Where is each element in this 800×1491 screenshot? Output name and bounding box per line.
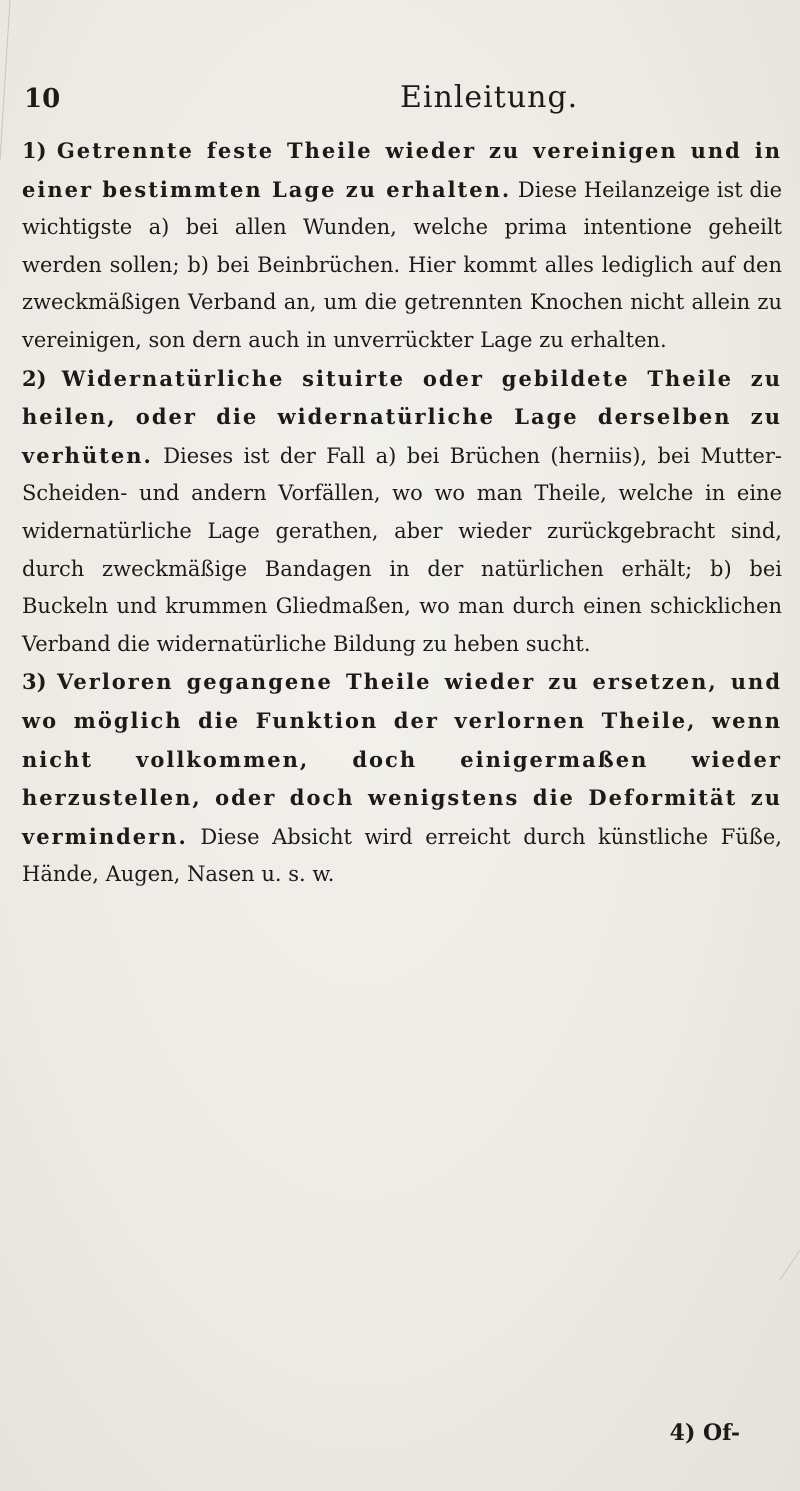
page-header (0, 80, 800, 120)
page-number: 10 (24, 84, 61, 114)
section-1-body: Diese Heilanzeige ist die wichtigste a) bei allen Wunden, welche prima intentione geheilt werden sollen; b) bei Beinbrüchen. Hier kommt alles lediglich auf den zweckmäßigen Verband an, um die getrennten Knochen nicht allein zu vereinigen, son dern auch in unverrückter Lage zu erhalten. (22, 177, 782, 352)
catchword: 4) Of- (669, 1420, 740, 1446)
section-3-lead: Verloren gegangene Theile wieder zu ersetzen, und wo möglich die Funktion der verlornen Theile, wenn nicht vollkommen, doch einigermaßen wieder herzustellen, oder doch wenigstens die Deformität zu vermindern. (22, 669, 782, 849)
section-1-lead: Getrennte feste Theile wieder zu vereinigen und in einer bestimmten Lage zu erhalten. (22, 138, 782, 202)
section-3-body: Diese Absicht wird erreicht durch künstliche Füße, Hände, Augen, Nasen u. s. w. (22, 824, 782, 887)
section-2-lead: Widernatürliche situirte oder gebildete Theile zu heilen, oder die widernatürliche Lage derselben zu verhüten. (22, 365, 782, 468)
section-3-number: 3) (22, 669, 47, 695)
section-1-number: 1) (22, 138, 47, 163)
section-1 (22, 132, 782, 360)
section-2-number: 2) (22, 365, 47, 391)
page-body (22, 132, 782, 894)
running-head: Einleitung. (400, 80, 579, 115)
section-2 (22, 360, 782, 664)
section-3 (22, 663, 782, 894)
paper-crease-2 (780, 1250, 800, 1280)
section-2-body: Dieses ist der Fall a) bei Brüchen (herniis), bei Mutter-Scheiden- und andern Vorfällen, wo wo man Theile, welche in eine widernatürliche Lage gerathen, aber wieder zurückgebracht sind, durch zweckmäßige Bandagen in der natürlichen erhält; b) bei Buckeln und krummen Gliedmaßen, wo man durch einen schicklichen Verband die widernatürliche Bildung zu heben sucht. (22, 443, 782, 656)
